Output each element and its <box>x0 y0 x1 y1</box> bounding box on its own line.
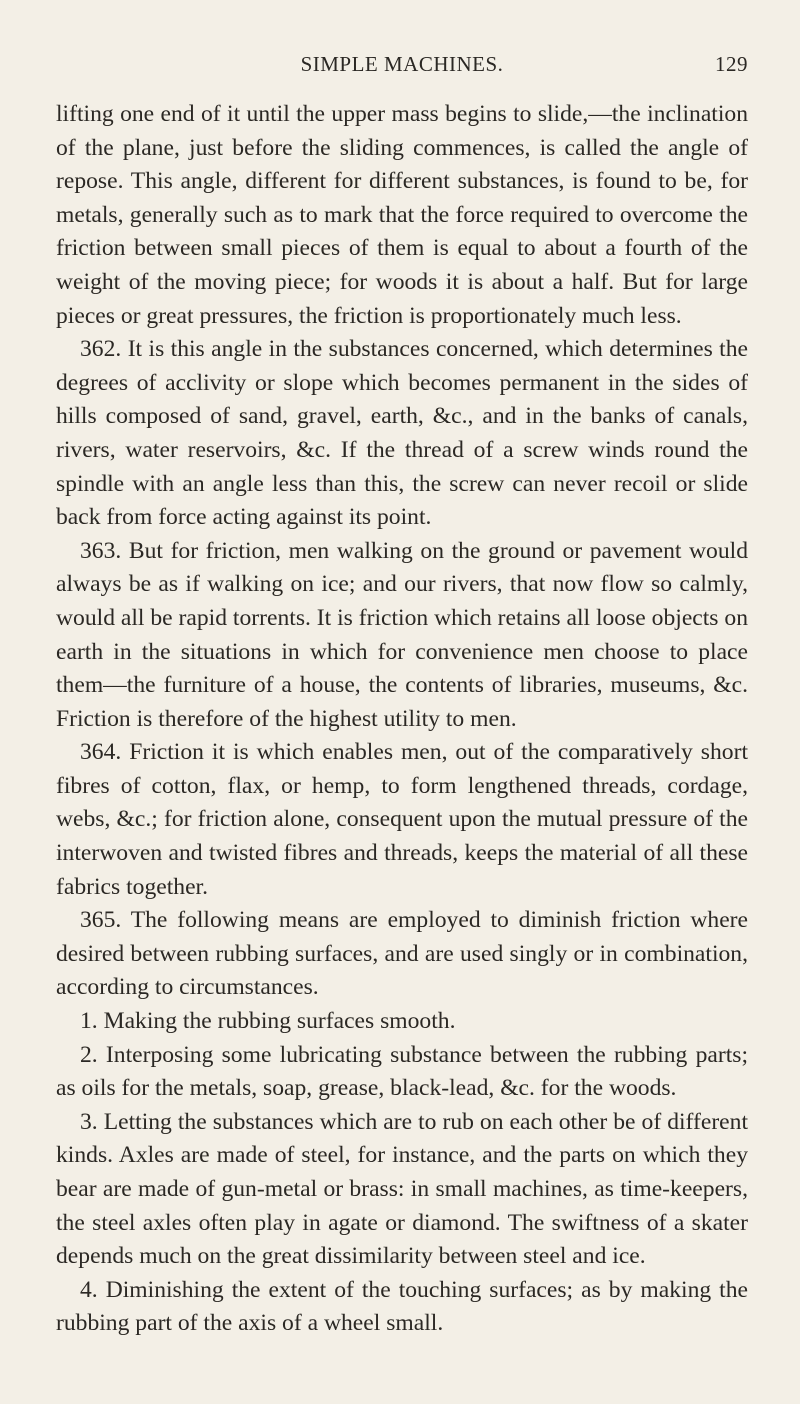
page-header <box>56 52 748 86</box>
paragraph-365: 365. The following means are employed to diminish friction where desired between rubbing surfaces, and are used singly or in combination, according to circumstances. <box>56 907 748 1001</box>
paragraph-362: 362. It is this angle in the substances concerned, which determines the degrees of acclivity or slope which becomes permanent in the sides of hills composed of sand, gravel, earth, &c., and in the banks of canals, rivers, water reservoirs, &c. If the thread of a screw winds round the spindle with an angle less than this, the screw can never recoil or slide back from force acting against its point. <box>56 336 748 531</box>
list-item-1: 1. Making the rubbing surfaces smooth. <box>80 1008 456 1035</box>
list-item-2: 2. Interposing some lubricating substance between the rubbing parts; as oils for the metals, soap, grease, black-lead, &c. for the woods. <box>56 1041 748 1102</box>
body-text <box>56 98 748 1341</box>
paragraph-364: 364. Friction it is which enables men, out of the comparatively short fibres of cotton, flax, or hemp, to form lengthened threads, cordage, webs, &c.; for friction alone, consequent upon the mutual pressure of the interwoven and twisted fibres and threads, keeps the material of all these fabrics together. <box>56 739 748 900</box>
list-item-3: 3. Letting the substances which are to rub on each other be of different kinds. Axles are made of steel, for instance, and the parts on which they bear are made of gun-metal or brass: in small machines, as time-keepers, the steel axles often play in agate or diamond. The swiftness of a skater depends much on the great dissimilarity between steel and ice. <box>56 1108 748 1270</box>
page-number: 129 <box>715 52 748 76</box>
running-head: SIMPLE MACHINES. <box>300 52 504 76</box>
paragraph-continuation: lifting one end of it until the upper mass begins to slide,—the inclination of the plane, just before the sliding commences, is called the angle of repose. This angle, different for different substances, is found to be, for metals, generally such as to mark that the force required to overcome the friction between small pieces of them is equal to about a fourth of the weight of the moving piece; for woods it is about a half. But for large pieces or great pressures, the friction is proportionately much less. <box>56 101 748 329</box>
list-item-4: 4. Diminishing the extent of the touching surfaces; as by making the rubbing part of the axis of a wheel small. <box>56 1276 748 1337</box>
paragraph-363: 363. But for friction, men walking on the ground or pavement would always be as if walking on ice; and our rivers, that now flow so calmly, would all be rapid torrents. It is friction which retains all loose objects on earth in the situations in which for convenience men choose to place them—the furniture of a house, the contents of libraries, museums, &c. Friction is therefore of the highest utility to men. <box>56 537 748 732</box>
